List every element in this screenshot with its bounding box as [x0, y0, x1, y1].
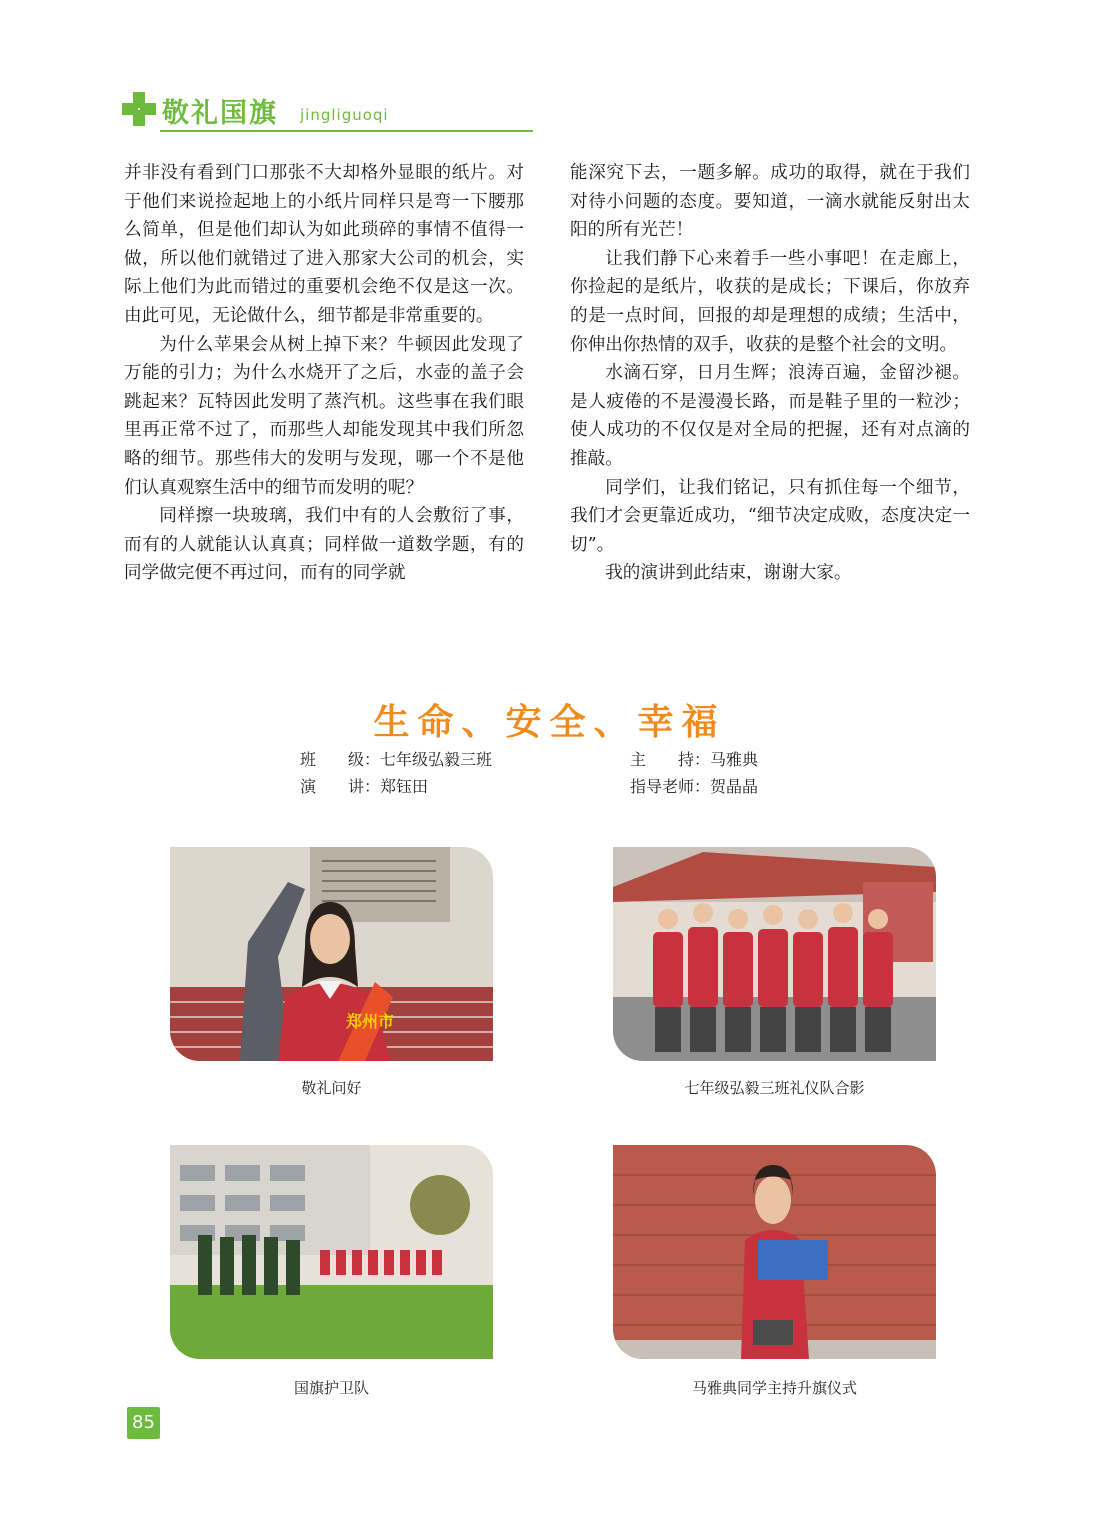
- credit-speaker: [300, 775, 428, 799]
- paragraph: 让我们静下心来着手一些小事吧！在走廊上，你捡起的是纸片，收获的是成长；下课后，你放弃的是一点时间，回报的却是理想的成绩；生活中，你伸出你热情的双手，收获的是整个社会的文明。: [570, 248, 970, 355]
- credit-host: [630, 748, 758, 772]
- speech-title: 生命、安全、幸福: [373, 702, 726, 743]
- credit-value: 贺晶晶: [710, 777, 759, 796]
- photo-group: [613, 847, 936, 1061]
- cross-logo-icon: [122, 92, 156, 126]
- article-right-column: [570, 159, 970, 588]
- photo-salute: [170, 847, 493, 1061]
- paragraph: 我的演讲到此结束，谢谢大家。: [605, 563, 852, 584]
- photo-flag-guard-image: [170, 1145, 493, 1359]
- credit-value: 郑钰田: [380, 777, 429, 796]
- credit-teacher: [630, 775, 758, 799]
- paragraph: 同学们，让我们铭记，只有抓住每一个细节，我们才会更靠近成功，“细节决定成败，态度决定一切”。: [570, 477, 970, 555]
- photo-host: [613, 1145, 936, 1359]
- paragraph: 同样擦一块玻璃，我们中有的人会敷衍了事，而有的人就能认认真真；同样做一道数学题，有的同学做完便不再过问，而有的同学就: [124, 506, 524, 584]
- page-number: 85: [127, 1407, 160, 1439]
- section-pinyin: jingliguoqi: [300, 106, 389, 124]
- header-divider: [160, 130, 533, 132]
- photo-caption: 国旗护卫队: [293, 1379, 369, 1397]
- photo-flag-guard: [170, 1145, 493, 1359]
- paragraph: 为什么苹果会从树上掉下来？牛顿因此发现了万能的引力；为什么水烧开了之后，水壶的盖子会跳起来？瓦特因此发明了蒸汽机。这些事在我们眼里再正常不过了，而那些人却能发现其中我们所忽略的细节。那些伟大的发明与发现，哪一个不是他们认真观察生活中的细节而发明的呢？: [124, 334, 524, 498]
- credit-label: 指导老师：: [630, 777, 711, 796]
- photo-caption: 马雅典同学主持升旗仪式: [691, 1379, 857, 1397]
- photo-group-image: [613, 847, 936, 1061]
- photo-caption: 敬礼问好: [301, 1079, 362, 1097]
- article-left-column: [124, 159, 524, 588]
- credit-label: 主 持：: [630, 750, 711, 769]
- photo-host-image: [613, 1145, 936, 1359]
- paragraph: 水滴石穿，日月生辉；浪涛百遍，金留沙褪。是人疲倦的不是漫漫长路，而是鞋子里的一粒沙；使人成功的不仅仅是对全局的把握，还有对点滴的推敲。: [570, 363, 970, 469]
- credit-class: [300, 748, 492, 772]
- credit-value: 马雅典: [710, 750, 759, 769]
- photo-salute-image: [170, 847, 493, 1061]
- credit-label: 演 讲：: [300, 777, 381, 796]
- paragraph: 能深究下去，一题多解。成功的取得，就在于我们对待小问题的态度。要知道，一滴水就能反射出太阳的所有光芒！: [570, 163, 970, 241]
- credit-value: 七年级弘毅三班: [380, 750, 493, 769]
- section-title: 敬礼国旗: [162, 98, 278, 129]
- photo-caption: 七年级弘毅三班礼仪队合影: [684, 1079, 865, 1097]
- paragraph: 并非没有看到门口那张不大却格外显眼的纸片。对于他们来说捡起地上的小纸片同样只是弯一下腰那么简单，但是他们却认为如此琐碎的事情不值得一做，所以他们就错过了进入那家大公司的机会，实际上他们为此而错过的重要机会绝不仅是这一次。由此可见，无论做什么，细节都是非常重要的。: [124, 163, 524, 326]
- credit-label: 班 级：: [300, 750, 381, 769]
- sash-text: 郑州市: [346, 1012, 395, 1031]
